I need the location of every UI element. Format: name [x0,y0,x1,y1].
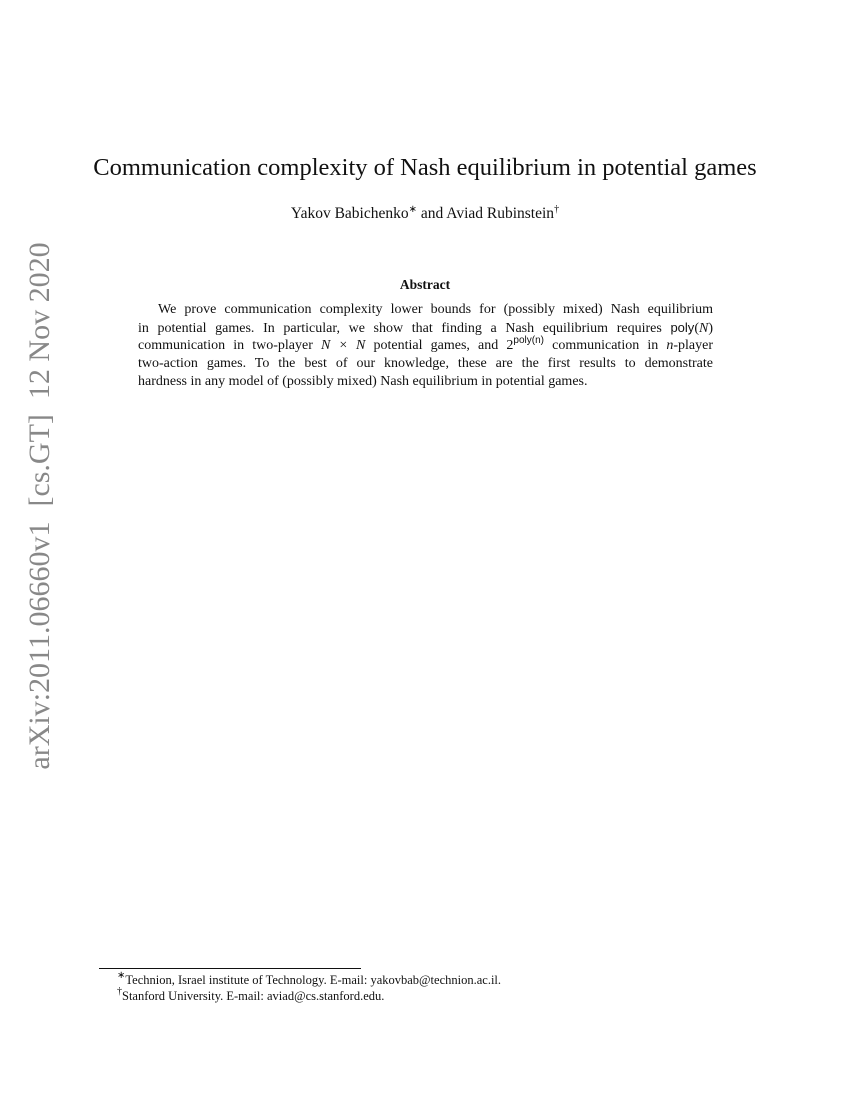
footnote-rule [99,968,361,969]
footnote-1 [117,970,502,988]
text: -player [673,338,714,353]
text: in potential games. In particular, we show that finding a Nash equilibrium requires [138,321,671,336]
arxiv-stamp: arXiv:2011.06660v1 [cs.GT] 12 Nov 2020 [23,242,56,770]
footnote-mark: ∗ [117,970,126,981]
abstract-line [138,320,713,337]
and-text: and [417,205,447,222]
footnote-mark: ∗ [408,204,417,215]
text: communication in two-player [138,338,322,353]
footnote-mark: † [554,204,560,215]
text: communication in [543,338,667,353]
paper-title: Communication complexity of Nash equilibrium in potential games [93,154,757,181]
footnote-text: Stanford University. E-mail: aviad@cs.stanford.edu. [122,989,385,1003]
abstract-line: two-action games. To the best of our knowledge, these are the first results to demonstrate [138,356,713,371]
author-1: Yakov Babichenko [290,205,409,222]
footnote-text: Technion, Israel institute of Technology. E-mail: yakovbab@technion.ac.il. [125,973,502,987]
abstract-heading: Abstract [399,277,451,292]
authors [0,205,850,223]
abstract-line: We prove communication complexity lower bounds for (possibly mixed) Nash equilibrium [158,302,713,317]
author-2: Aviad Rubinstein [446,205,555,222]
text: ( [694,321,699,336]
math-N: N [698,321,709,336]
footnote-mark: † [117,986,122,997]
text: ) [708,321,713,336]
math-NxN: N × N [321,338,366,353]
footnote-2 [117,986,385,1004]
text: potential games, and 2 [365,338,514,353]
math-poly: poly [670,320,695,335]
math-n: n [666,338,674,353]
math-exponent: poly(n) [513,335,544,346]
abstract-line [138,335,714,354]
abstract-line: hardness in any model of (possibly mixed) Nash equilibrium in potential games. [138,374,588,389]
